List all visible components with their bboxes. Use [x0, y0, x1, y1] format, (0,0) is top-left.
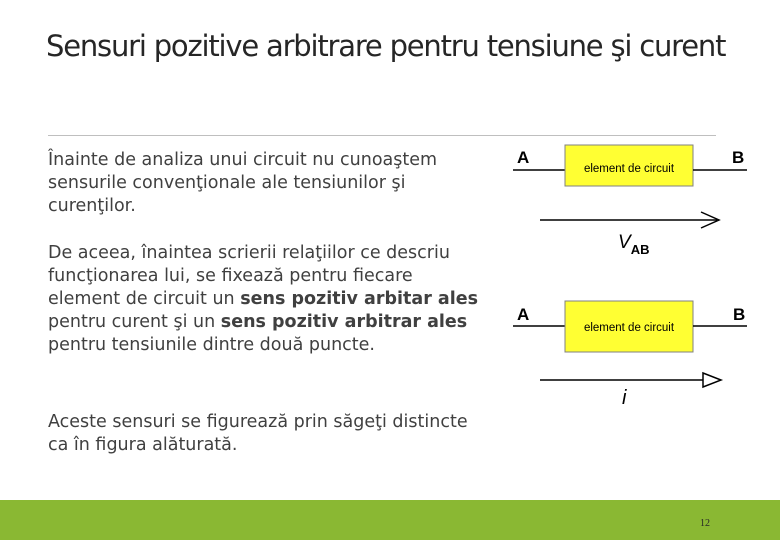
footer-bar [0, 500, 780, 540]
bold-current-direction: sens pozitiv arbitar ales [240, 289, 479, 309]
circuit-diagram [505, 135, 755, 415]
paragraph-convention [48, 242, 488, 357]
voltage-label-main: V [618, 232, 631, 253]
current-arrowhead [703, 373, 721, 387]
element-label-bottom: element de circuit [583, 322, 675, 334]
paragraph-convention-part-1: De aceea, înaintea scrierii relaţiilor ce descriu funcţionarea lui, se fixează pentru fiecare element de circuit un [48, 243, 450, 309]
paragraph-convention-part-2: pentru curent şi un [48, 312, 221, 332]
current-label: i [622, 387, 627, 409]
node-a-bottom: A [517, 305, 530, 324]
bold-voltage-direction: sens pozitiv arbitrar ales [220, 312, 468, 332]
voltage-label [618, 232, 649, 257]
slide-title: Sensuri pozitive arbitrare pentru tensiune şi curent [46, 29, 726, 63]
voltage-convention-figure [513, 145, 747, 257]
element-label-top: element de circuit [583, 163, 675, 175]
node-a-top: A [517, 148, 530, 167]
page-number: 12 [700, 518, 710, 529]
current-convention-figure [513, 301, 747, 409]
paragraph-arrows: Aceste sensuri se figurează prin săgeţi distincte ca în figura alăturată. [48, 412, 468, 455]
paragraph-convention-part-3: pentru tensiunile dintre două puncte. [48, 335, 375, 355]
paragraph-intro: Înainte de analiza unui circuit nu cunoaştem sensurile convenţionale ale tensiunilor şi curenţilor. [48, 150, 438, 216]
voltage-label-sub: AB [630, 242, 650, 257]
node-b-top: B [732, 148, 745, 167]
node-b-bottom: B [733, 305, 746, 324]
